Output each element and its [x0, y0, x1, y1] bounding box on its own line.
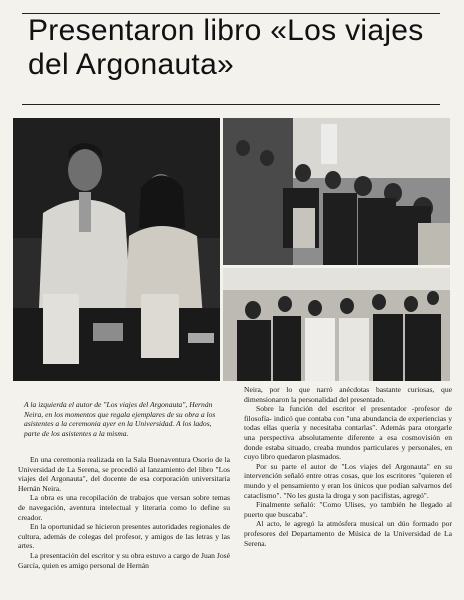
photo-audience-seated [223, 118, 450, 265]
paragraph: Por su parte el autor de "Los viajes del Argonauta" en su intervención señaló entre otras cosas, que los escritores "quieren el mundo y el pensamiento y eran los únicos que podían salvarnos del cataclismo". "No les gusta la droga y son pacifistas, agregó". [244, 461, 452, 500]
article-column-left [18, 455, 230, 570]
article-column-right [244, 385, 452, 548]
paragraph: Al acto, le agregó la atmósfera musical un dúo formado por profesores del Departamento de Música de la Universidad de La Serena. [244, 519, 452, 548]
photo-author-illustration [13, 118, 220, 381]
paragraph: En una ceremonia realizada en la Sala Buenaventura Osorio de la Universidad de La Serena, se procedió al lanzamiento del libro "Los viajes del Argonauta", del docente de esa corporación universitaria Hernán Neira. [18, 455, 230, 493]
photo-audience-illustration [223, 118, 450, 265]
paragraph: Neira, por lo que narró anécdotas bastante curiosas, que dimensionaron la personalidad del presentado. [244, 385, 452, 404]
headline: Presentaron libro «Los viajes del Argonauta» [28, 14, 424, 81]
paragraph: En la oportunidad se hicieron presentes autoridades regionales de cultura, además de colegas del profesor, y amigos de las letras y las artes. [18, 522, 230, 551]
paragraph: Sobre la función del escritor el presentador -profesor de filosofía- indicó que contaba con "una abundancia de experiencias y todas ellas quería y necesitaba contarlas". Además para otorgarle una perspectiva absolutamente diferente a esa cosmovisión en donde estaba situado, creaba mundos particulares y personales, en cuyo libro quedaron plasmados. [244, 404, 452, 462]
paragraph: La presentación del escritor y su obra estuvo a cargo de Juan José García, quien es amigo personal de Hernán [18, 550, 230, 570]
photo-audience-rows [223, 268, 450, 381]
headline-rule [22, 104, 440, 105]
paragraph: Finalmente señaló: "Como Ulises, yo también he llegado al puerto que buscaba". [244, 500, 452, 519]
photo-author-gifting-books [13, 118, 220, 381]
photo-caption: A la izquierda el autor de "Los viajes del Argonauta", Hernán Neira, en los momentos que regala ejemplares de su obra a los asistentes a la ceremonia ayer en la Universidad. A los lados, parte de los asistentes a la misma. [24, 400, 216, 438]
photo-audience-rows-illustration [223, 268, 450, 381]
paragraph: La obra es una recopilación de trabajos que versan sobre temas de navegación, aventura intelectual y literaria como lo define su creador. [18, 493, 230, 522]
